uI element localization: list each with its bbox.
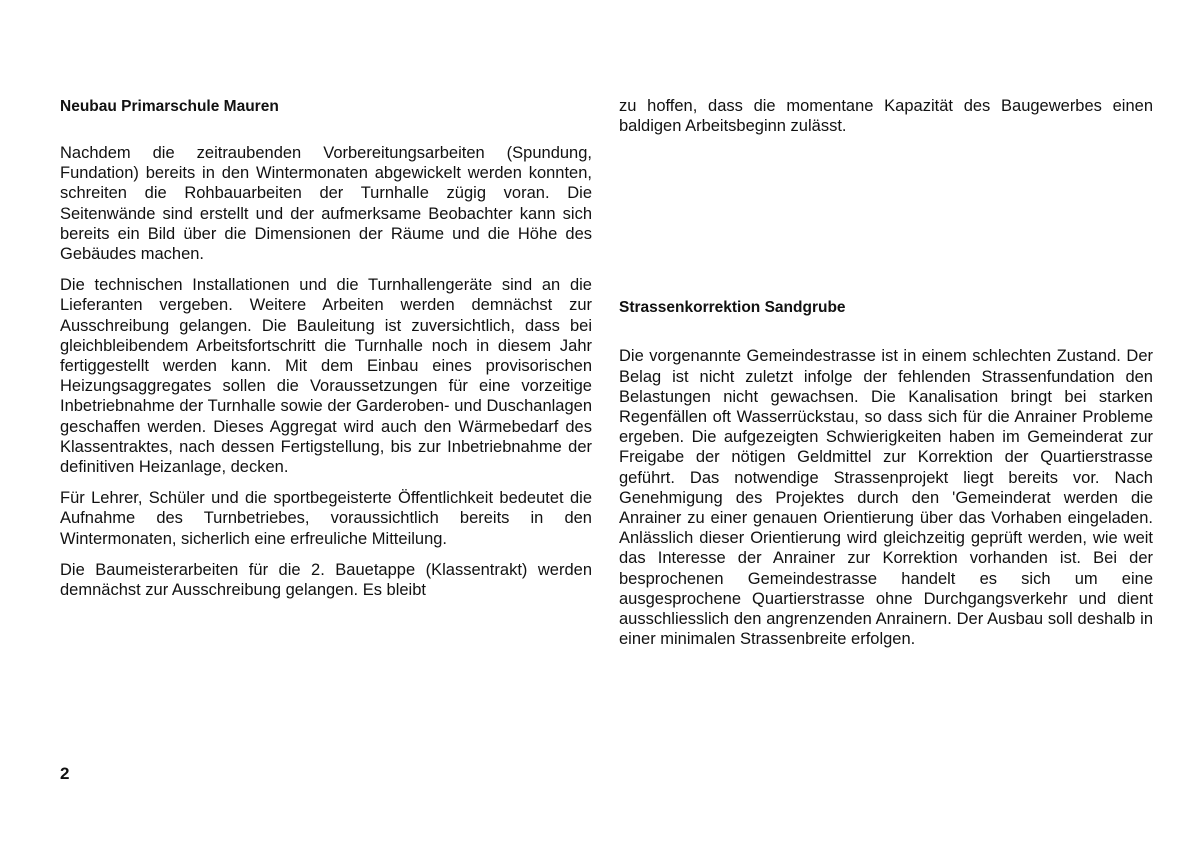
paragraph: Für Lehrer, Schüler und die sportbegeisterte Öffentlichkeit bedeutet die Aufnahme des Turnbetriebes, voraussichtlich bereits in den Wintermonaten, sicherlich eine erfreuliche Mitteilung. bbox=[60, 489, 592, 548]
left-column bbox=[60, 96, 592, 611]
paragraph: Die technischen Installationen und die Turnhallengeräte sind an die Lieferanten vergeben. Weitere Arbeiten werden demnächst zur Ausschreibung gelangen. Die Bauleitung ist zuversichtlich, dass bei gleichbleibendem Arbeitsfortschritt die Turnhalle noch in diesem Jahr fertiggestellt werden kann. Mit dem Einbau eines provisorischen Heizungsaggregates sollen die Voraussetzungen für eine vorzeitige Inbetriebnahme der Turnhalle sowie der Garderoben- und Duschanlagen geschaffen werden. Dieses Aggregat wird auch den Wärmebedarf des Klassentraktes, nach dessen Fertigstellung, bis zur Inbetriebnahme der definitiven Heizanlage, decken. bbox=[60, 276, 592, 477]
section-heading-strassenkorrektion: Strassenkorrektion Sandgrube bbox=[619, 299, 846, 317]
paragraph: Die vorgenannte Gemeindestrasse ist in einem schlechten Zustand. Der Belag ist nicht zuletzt infolge der fehlenden Strassenfundation den Belastungen nicht gewachsen. Die Kanalisation bringt bei starken Regenfällen oft Wasserrückstau, so dass sich für die Anrainer Probleme ergeben. Die aufgezeigten Schwierigkeiten haben im Gemeinderat zur Freigabe der nötigen Geldmittel zur Korrektion der Quartierstrasse geführt. Das notwendige Strassenprojekt liegt bereits vor. Nach Genehmigung des Projektes durch den 'Gemeinderat werden die Anrainer zu einer genauen Orientierung über das Vorhaben eingeladen. Anlässlich dieser Orientierung wird gleichzeitig geprüft werden, wie weit das Interesse der Anrainer zur Korrektion vorhanden ist. Bei der besprochenen Gemeindestrasse handelt es sich um eine ausgesprochene Quartierstrasse ohne Durchgangsverkehr und dient ausschliesslich den angrenzenden Anrainern. Der Ausbau soll deshalb in einer minimalen Strassenbreite erfolgen. bbox=[619, 347, 1153, 649]
right-column bbox=[619, 96, 1153, 660]
paragraph: Die Baumeisterarbeiten für die 2. Bauetappe (Klassentrakt) werden demnächst zur Ausschreibung gelangen. Es bleibt bbox=[60, 560, 592, 600]
section-heading-primarschule: Neubau Primarschule Mauren bbox=[60, 98, 279, 115]
paragraph-continuation: zu hoffen, dass die momentane Kapazität des Baugewerbes einen baldigen Arbeitsbeginn zulässt. bbox=[619, 97, 1153, 136]
paragraph: Nachdem die zeitraubenden Vorbereitungsarbeiten (Spundung, Fundation) bereits in den Wintermonaten abgewickelt werden konnten, schreiten die Rohbauarbeiten der Turnhalle zügig voran. Die Seitenwände sind erstellt und der aufmerksame Beobachter kann sich bereits ein Bild über die Dimensionen der Räume und die Höhe des Gebäudes machen. bbox=[60, 144, 592, 264]
page-number: 2 bbox=[60, 764, 70, 783]
